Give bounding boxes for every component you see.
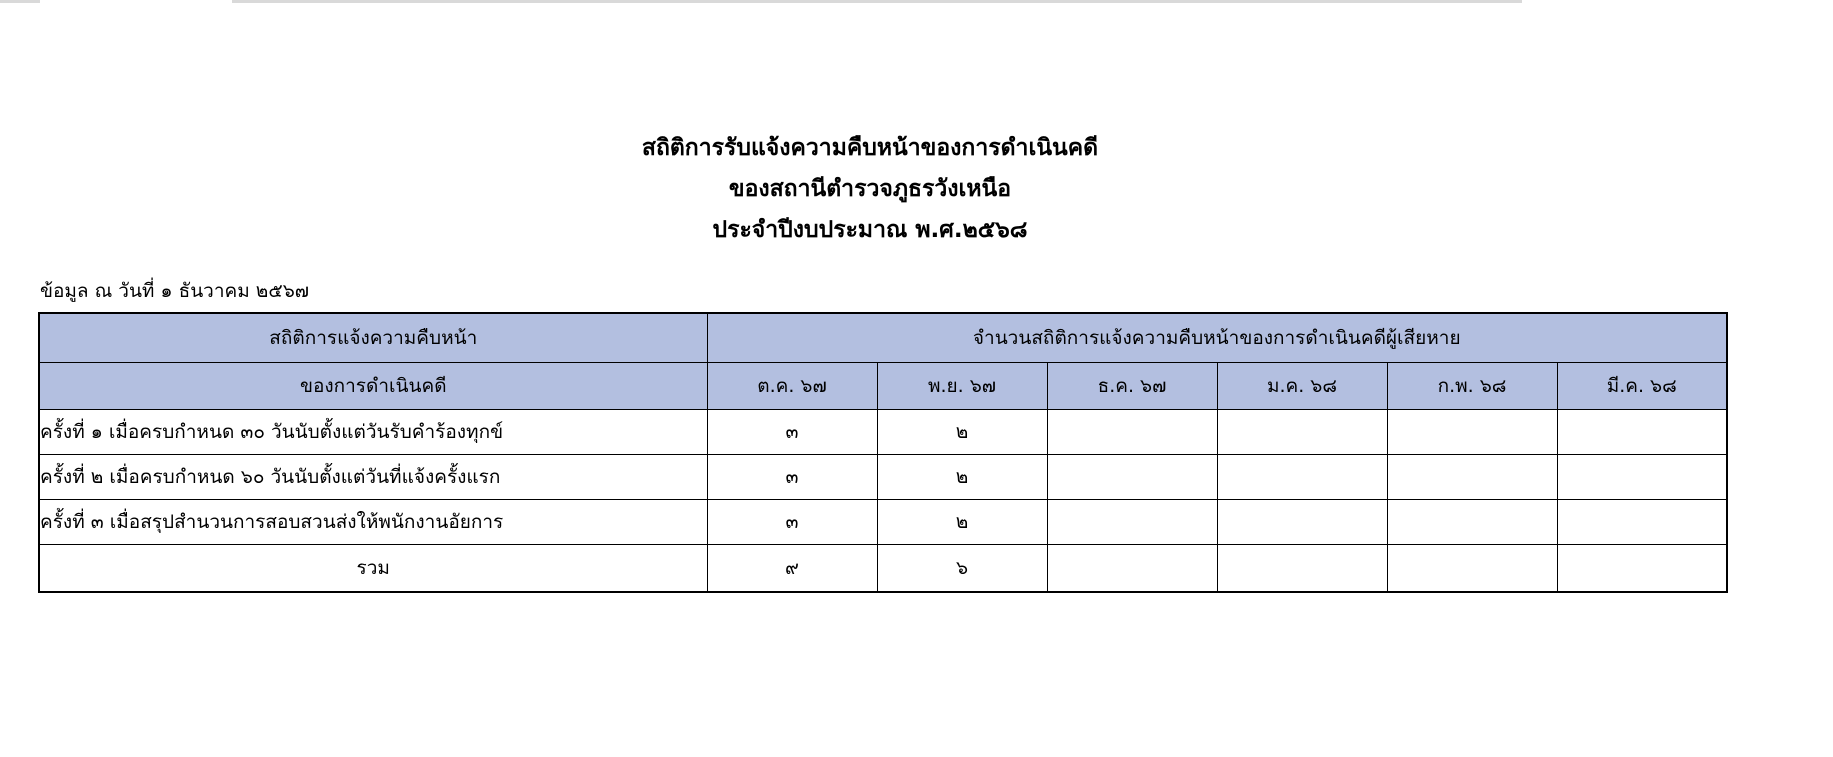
row-3-value-feb [1387, 500, 1557, 545]
table-total-row [39, 545, 1727, 593]
row-3-value-nov: ๒ [877, 500, 1047, 545]
row-2-value-oct: ๓ [707, 455, 877, 500]
row-2-value-dec [1047, 455, 1217, 500]
page-edge-mark-top [232, 0, 1522, 3]
row-3-value-jan [1217, 500, 1387, 545]
row-2-value-mar [1557, 455, 1727, 500]
total-value-jan [1217, 545, 1387, 593]
total-value-nov: ๖ [877, 545, 1047, 593]
table-row [39, 500, 1727, 545]
row-1-value-oct: ๓ [707, 410, 877, 455]
header-right-title: จำนวนสถิติการแจ้งความคืบหน้าของการดำเนินคดีผู้เสียหาย [707, 313, 1727, 363]
table-row [39, 410, 1727, 455]
header-month-feb: ก.พ. ๖๘ [1387, 363, 1557, 410]
total-value-feb [1387, 545, 1557, 593]
header-left-title-line2: ของการดำเนินคดี [39, 363, 707, 410]
row-3-value-mar [1557, 500, 1727, 545]
header-month-oct: ต.ค. ๖๗ [707, 363, 877, 410]
row-2-value-jan [1217, 455, 1387, 500]
title-line-3: ประจำปีงบประมาณ พ.ศ.๒๕๖๘ [712, 217, 1028, 243]
header-month-mar: มี.ค. ๖๘ [1557, 363, 1727, 410]
row-3-value-dec [1047, 500, 1217, 545]
total-value-oct: ๙ [707, 545, 877, 593]
title-line-1: สถิติการรับแจ้งความคืบหน้าของการดำเนินคดี [641, 135, 1099, 161]
as-of-date: ข้อมูล ณ วันที่ ๑ ธันวาคม ๒๕๖๗ [40, 280, 310, 302]
total-label: รวม [39, 545, 707, 593]
row-2-value-feb [1387, 455, 1557, 500]
row-1-value-dec [1047, 410, 1217, 455]
header-left-title-line1: สถิติการแจ้งความคืบหน้า [39, 313, 707, 363]
row-1-value-jan [1217, 410, 1387, 455]
header-month-dec: ธ.ค. ๖๗ [1047, 363, 1217, 410]
total-value-mar [1557, 545, 1727, 593]
row-2-value-nov: ๒ [877, 455, 1047, 500]
row-3-value-oct: ๓ [707, 500, 877, 545]
row-1-value-nov: ๒ [877, 410, 1047, 455]
table-header-row-2 [39, 363, 1727, 410]
total-value-dec [1047, 545, 1217, 593]
table-row [39, 455, 1727, 500]
row-3-label: ครั้งที่ ๓ เมื่อสรุปสำนวนการสอบสวนส่งให้พนักงานอัยการ [39, 500, 707, 545]
title-line-2: ของสถานีตำรวจภูธรวังเหนือ [728, 176, 1012, 202]
statistics-table [38, 312, 1728, 593]
row-1-value-mar [1557, 410, 1727, 455]
document-title-block [0, 128, 1740, 251]
header-month-jan: ม.ค. ๖๘ [1217, 363, 1387, 410]
row-2-label: ครั้งที่ ๒ เมื่อครบกำหนด ๖๐ วันนับตั้งแต่วันที่แจ้งครั้งแรก [39, 455, 707, 500]
page-edge-mark-left [0, 0, 40, 3]
header-month-nov: พ.ย. ๖๗ [877, 363, 1047, 410]
table-header-row-1 [39, 313, 1727, 363]
row-1-value-feb [1387, 410, 1557, 455]
row-1-label: ครั้งที่ ๑ เมื่อครบกำหนด ๓๐ วันนับตั้งแต่วันรับคำร้องทุกข์ [39, 410, 707, 455]
